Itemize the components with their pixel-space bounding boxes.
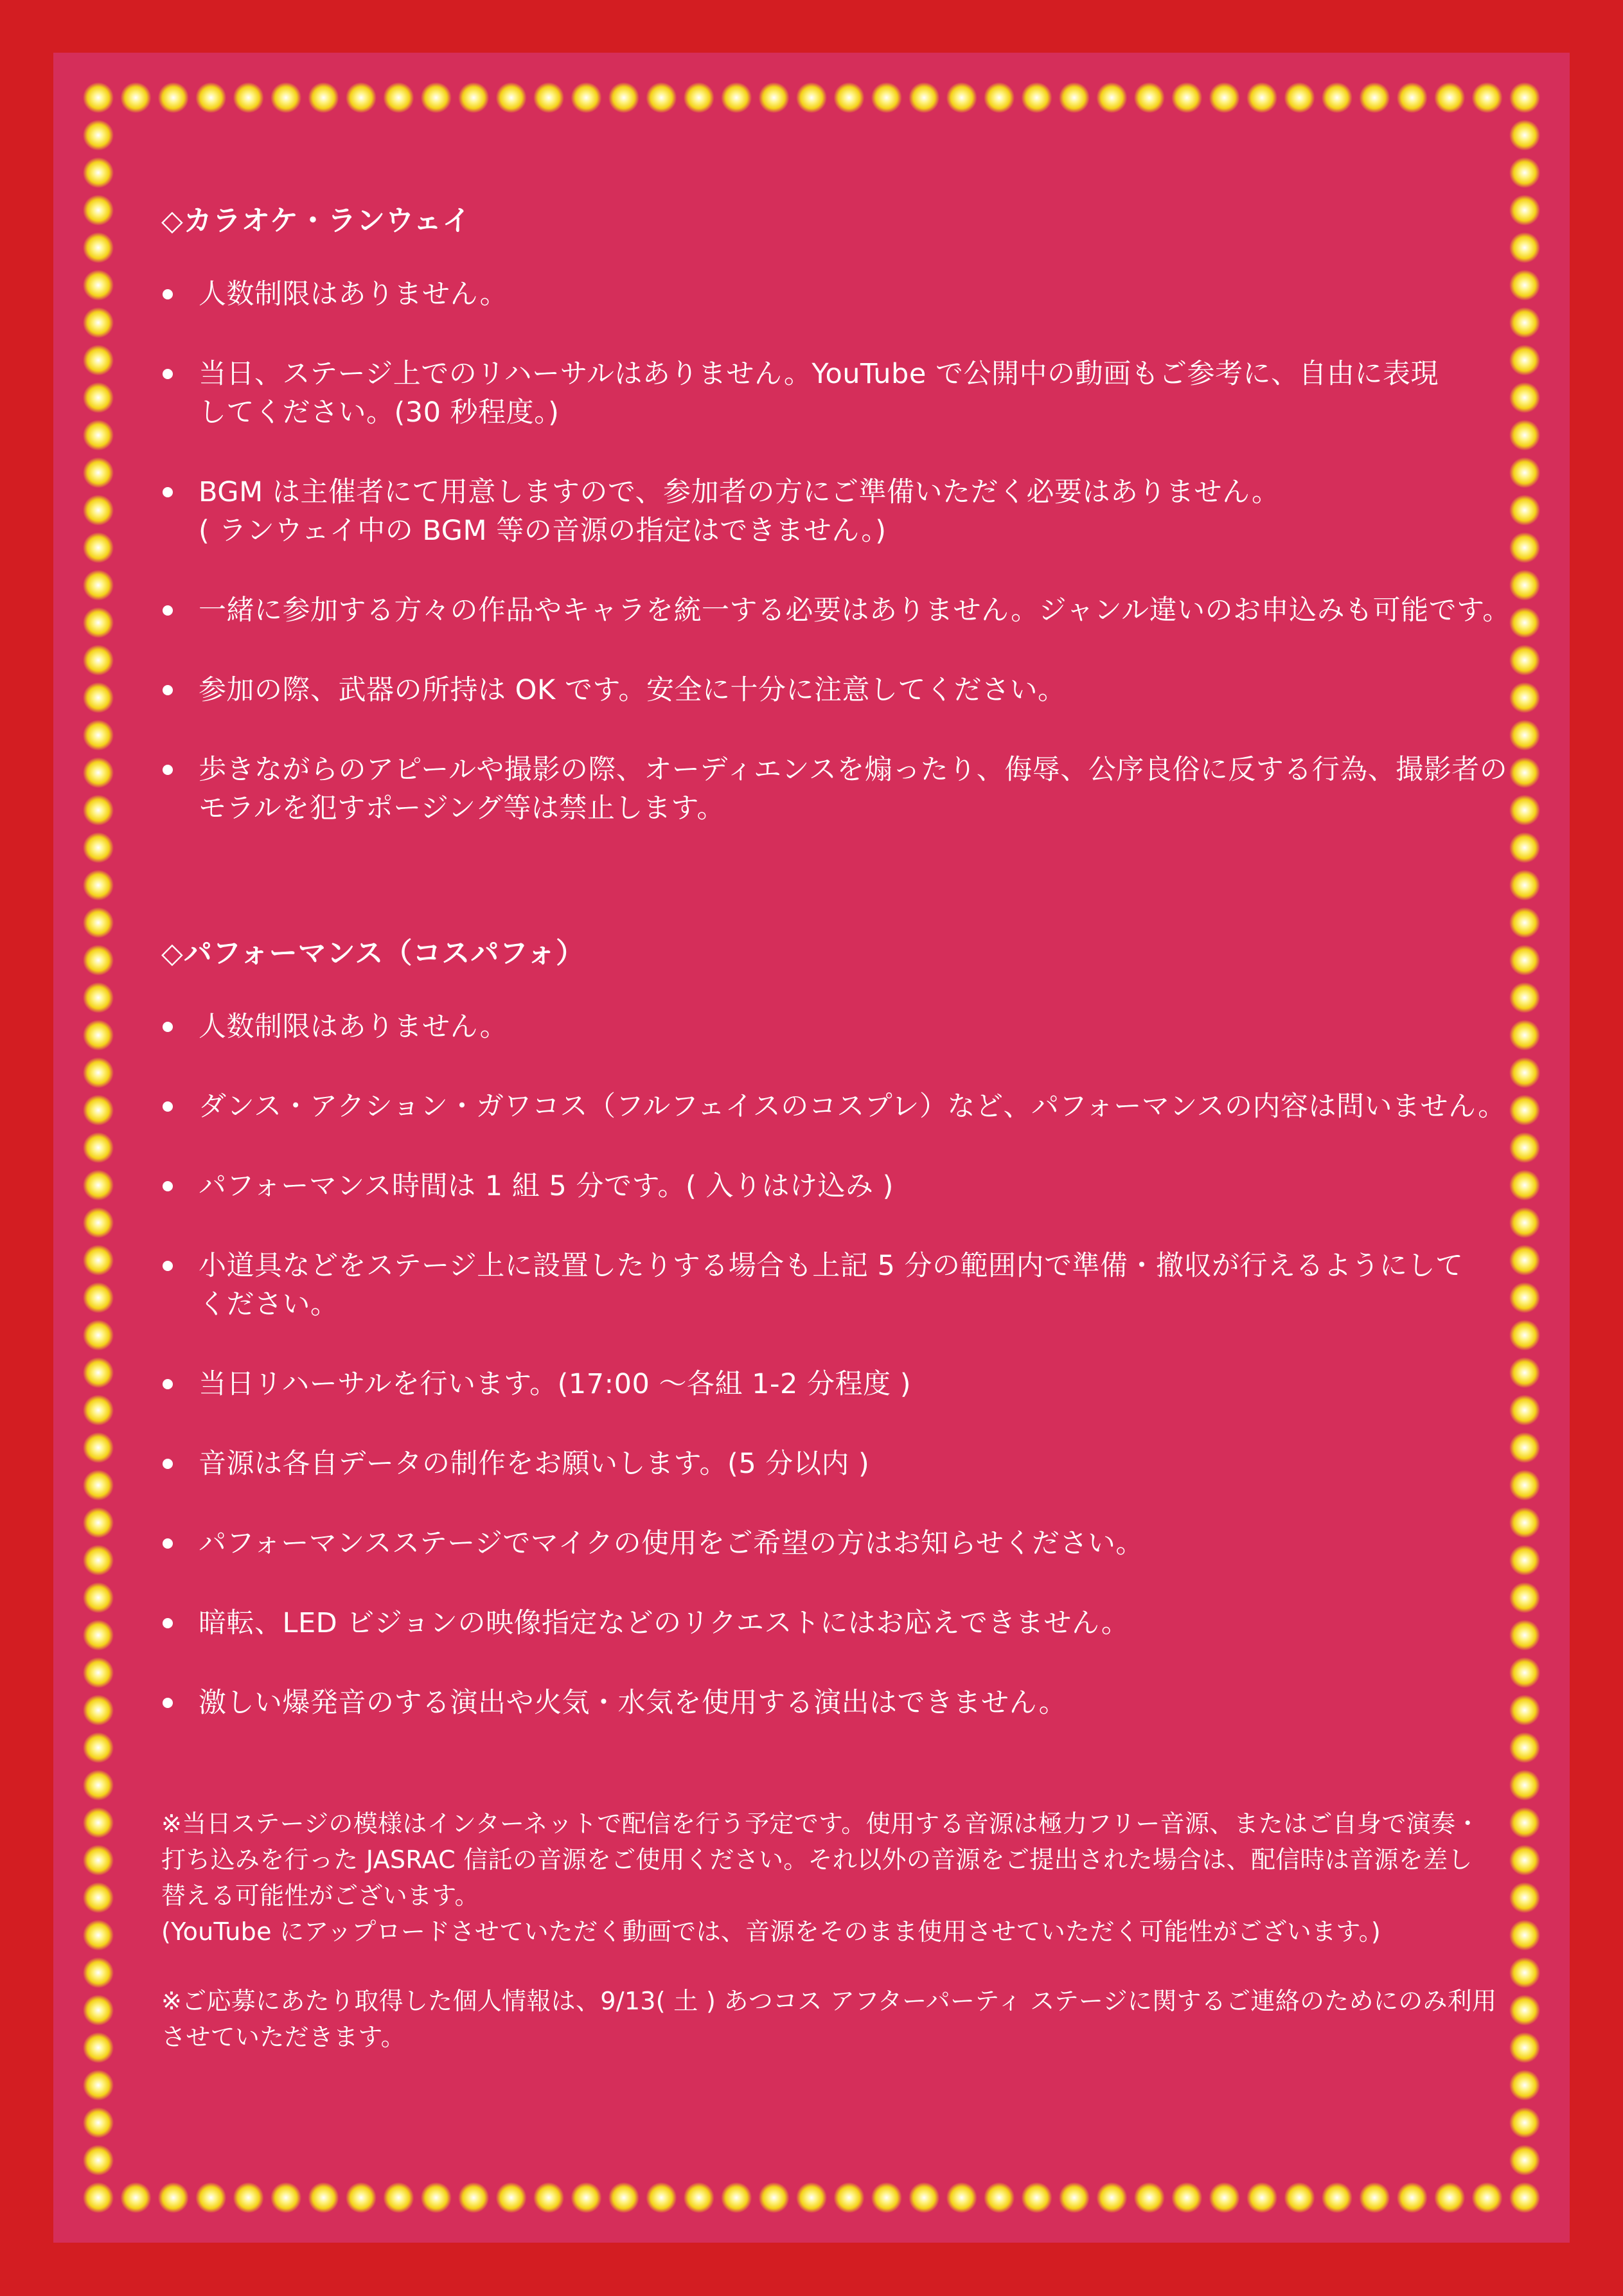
- light-bulb: [684, 82, 714, 113]
- light-bulb: [83, 120, 114, 150]
- light-bulb: [83, 1807, 114, 1838]
- light-bulb: [1022, 2182, 1052, 2213]
- light-bulb: [83, 2033, 114, 2063]
- light-bulb: [346, 2182, 377, 2213]
- light-bulb: [571, 82, 601, 113]
- light-bulb: [1209, 2182, 1240, 2213]
- light-bulb: [158, 2182, 189, 2213]
- light-bulb: [83, 458, 114, 488]
- list-item: 激しい爆発音のする演出や火気・水気を使用する演出はできません。: [161, 1684, 1543, 1722]
- list-item: 一緒に参加する方々の作品やキャラを統一する必要はありません。ジャンル違いのお申込みも可能です。: [161, 591, 1543, 630]
- light-bulb: [195, 82, 226, 113]
- light-bulb: [421, 82, 452, 113]
- light-bulb: [984, 82, 1015, 113]
- light-bulb: [1134, 82, 1165, 113]
- light-bulb: [83, 983, 114, 1013]
- light-bulb: [233, 82, 264, 113]
- light-bulb: [83, 382, 114, 413]
- light-bulb: [458, 2182, 489, 2213]
- light-bulb: [83, 2145, 114, 2176]
- light-bulb: [1322, 2182, 1352, 2213]
- light-bulb: [83, 1620, 114, 1651]
- light-bulb: [83, 607, 114, 638]
- section-karaoke-runway: [161, 200, 1543, 828]
- light-bulb: [1509, 2107, 1540, 2138]
- light-bulb: [83, 1508, 114, 1538]
- light-bulb: [83, 1170, 114, 1200]
- rule-list-performance: [161, 1008, 1543, 1722]
- light-bulb: [909, 2182, 939, 2213]
- light-bulb: [871, 2182, 902, 2213]
- light-bulb: [1059, 82, 1090, 113]
- light-bulb: [270, 2182, 301, 2213]
- light-bulb: [83, 720, 114, 751]
- light-bulb: [83, 2182, 114, 2213]
- notice-panel: [53, 53, 1570, 2243]
- light-bulb: [684, 2182, 714, 2213]
- list-item: 歩きながらのアピールや撮影の際、オーディエンスを煽ったり、侮辱、公序良俗に反する行為、撮影者の モラルを犯すポージング等は禁止します。: [161, 751, 1543, 828]
- light-bulb: [1171, 2182, 1202, 2213]
- light-bulb: [308, 82, 339, 113]
- light-bulb: [833, 2182, 864, 2213]
- footnotes: [161, 1806, 1543, 2055]
- light-bulb: [1509, 2182, 1540, 2213]
- light-bulb: [796, 82, 827, 113]
- light-bulb: [1434, 2182, 1465, 2213]
- light-bulb: [946, 2182, 977, 2213]
- list-item: 小道具などをステージ上に設置したりする場合も上記 5 分の範囲内で準備・撤収が行えるようにして ください。: [161, 1247, 1543, 1324]
- light-bulb: [421, 2182, 452, 2213]
- light-bulb: [383, 2182, 414, 2213]
- rule-list-karaoke-runway: [161, 275, 1543, 828]
- list-item: 暗転、LED ビジョンの映像指定などのリクエストにはお応えできません。: [161, 1604, 1543, 1642]
- light-bulb: [83, 1695, 114, 1725]
- light-bulb: [1284, 2182, 1315, 2213]
- light-bulb: [1397, 2182, 1428, 2213]
- light-bulb: [83, 195, 114, 226]
- light-bulb: [83, 420, 114, 450]
- light-bulb: [1322, 82, 1352, 113]
- light-bulb: [646, 2182, 677, 2213]
- light-bulb: [83, 1995, 114, 2025]
- light-bulb: [83, 1207, 114, 1238]
- light-bulb: [796, 2182, 827, 2213]
- light-bulb: [1284, 82, 1315, 113]
- light-bulb: [1059, 2182, 1090, 2213]
- light-bulb: [83, 307, 114, 338]
- light-bulb: [721, 2182, 752, 2213]
- light-bulb: [1134, 2182, 1165, 2213]
- light-bulb: [308, 2182, 339, 2213]
- light-bulb: [83, 832, 114, 863]
- light-bulb: [83, 1320, 114, 1351]
- light-bulb: [83, 532, 114, 563]
- light-bulb: [496, 2182, 527, 2213]
- light-bulb: [270, 82, 301, 113]
- light-bulb: [1096, 2182, 1127, 2213]
- section-title-karaoke-runway: ◇カラオケ・ランウェイ: [161, 204, 472, 237]
- light-bulb: [1246, 82, 1277, 113]
- light-bulb: [759, 2182, 790, 2213]
- light-bulb: [1472, 2182, 1503, 2213]
- light-bulb: [1171, 82, 1202, 113]
- light-bulb: [1509, 120, 1540, 150]
- light-bulb: [83, 1582, 114, 1613]
- list-item: 音源は各自データの制作をお願いします。(5 分以内 ): [161, 1445, 1543, 1483]
- light-bulb: [83, 270, 114, 301]
- light-bulb: [83, 345, 114, 376]
- section-title-performance: ◇パフォーマンス（コスパフォ）: [161, 937, 585, 970]
- light-bulb: [533, 2182, 564, 2213]
- note-streaming: ※当日ステージの模様はインターネットで配信を行う予定です。使用する音源は極力フリー音源、またはご自身で演奏・ 打ち込みを行った JASRAC 信託の音源をご使用ください。それ以外の音源をご提出された場合は、配信時は音源を差し 替える可能性がございます。 (YouTube にアップロードさせていただく動画では、音源をそのまま使用させていただく可能性がございます。): [161, 1810, 1480, 1946]
- section-spacer: [161, 869, 1543, 933]
- light-bulb: [83, 1770, 114, 1801]
- light-bulb: [1509, 2145, 1540, 2176]
- light-bulb: [83, 907, 114, 938]
- light-bulb: [83, 1957, 114, 1988]
- light-bulb: [1509, 82, 1540, 113]
- light-bulb: [83, 1357, 114, 1388]
- light-bulb: [83, 645, 114, 675]
- light-bulb: [83, 757, 114, 788]
- light-bulb: [909, 82, 939, 113]
- light-bulb: [83, 2070, 114, 2101]
- light-bulb: [83, 1470, 114, 1500]
- light-bulb: [383, 82, 414, 113]
- light-bulb: [83, 945, 114, 975]
- light-bulb: [533, 82, 564, 113]
- light-bulb: [120, 82, 151, 113]
- light-bulb: [83, 1395, 114, 1426]
- light-bulb: [1096, 82, 1127, 113]
- light-bulb: [496, 82, 527, 113]
- light-bulb: [458, 82, 489, 113]
- note-privacy: ※ご応募にあたり取得した個人情報は、9/13( 土 ) あつコス アフターパーティ ステージに関するご連絡のためにのみ利用 させていただきます。: [161, 1987, 1497, 2051]
- light-bulb: [1246, 2182, 1277, 2213]
- light-bulb: [1434, 82, 1465, 113]
- light-bulb: [608, 2182, 639, 2213]
- light-bulb: [83, 1057, 114, 1088]
- light-bulb: [759, 82, 790, 113]
- light-bulb: [233, 2182, 264, 2213]
- list-item: パフォーマンス時間は 1 組 5 分です。( 入りはけ込み ): [161, 1167, 1543, 1206]
- light-bulb: [83, 1432, 114, 1463]
- light-bulb: [608, 82, 639, 113]
- light-bulb: [83, 1845, 114, 1876]
- light-bulb: [571, 2182, 601, 2213]
- light-bulb: [83, 2107, 114, 2138]
- light-bulb: [83, 1282, 114, 1313]
- light-bulb: [346, 82, 377, 113]
- light-bulb: [871, 82, 902, 113]
- light-bulb: [83, 82, 114, 113]
- light-bulb: [1472, 82, 1503, 113]
- light-bulb: [83, 157, 114, 188]
- light-bulb: [1359, 82, 1390, 113]
- list-item: ダンス・アクション・ガワコス（フルフェイスのコスプレ）など、パフォーマンスの内容は問いません。: [161, 1087, 1543, 1126]
- light-bulb: [83, 1657, 114, 1688]
- light-bulb: [721, 82, 752, 113]
- light-bulb: [195, 2182, 226, 2213]
- light-bulb: [1509, 157, 1540, 188]
- light-bulb: [1209, 82, 1240, 113]
- list-item: 参加の際、武器の所持は OK です。安全に十分に注意してください。: [161, 671, 1543, 709]
- light-bulb: [83, 495, 114, 526]
- light-bulb: [83, 1095, 114, 1126]
- content-area: [161, 200, 1543, 2088]
- light-bulb: [83, 1882, 114, 1913]
- list-item: BGM は主催者にて用意しますので、参加者の方にご準備いただく必要はありません。 ( ランウェイ中の BGM 等の音源の指定はできません。): [161, 473, 1543, 550]
- light-bulb: [1359, 2182, 1390, 2213]
- light-bulb: [83, 1545, 114, 1576]
- light-bulb: [646, 82, 677, 113]
- light-bulb: [83, 1920, 114, 1951]
- light-bulb: [83, 1020, 114, 1051]
- light-bulb: [83, 1245, 114, 1276]
- list-item: 人数制限はありません。: [161, 275, 1543, 314]
- section-performance: [161, 933, 1543, 1722]
- list-item: 当日、ステージ上でのリハーサルはありません。YouTube で公開中の動画もご参考に、自由に表現 してください。(30 秒程度。): [161, 355, 1543, 432]
- light-bulb: [946, 82, 977, 113]
- light-bulb: [83, 1132, 114, 1163]
- light-bulb: [83, 232, 114, 263]
- light-bulb: [83, 870, 114, 901]
- light-bulb: [1397, 82, 1428, 113]
- light-bulb: [83, 570, 114, 601]
- light-bulb: [83, 795, 114, 826]
- list-item: 人数制限はありません。: [161, 1008, 1543, 1046]
- light-bulb: [158, 82, 189, 113]
- light-bulb: [833, 82, 864, 113]
- light-bulb: [984, 2182, 1015, 2213]
- light-bulb: [120, 2182, 151, 2213]
- light-bulb: [83, 682, 114, 713]
- list-item: パフォーマンスステージでマイクの使用をご希望の方はお知らせください。: [161, 1524, 1543, 1563]
- list-item: 当日リハーサルを行います。(17:00 ～各組 1-2 分程度 ): [161, 1365, 1543, 1403]
- light-bulb: [83, 1732, 114, 1763]
- light-bulb: [1022, 82, 1052, 113]
